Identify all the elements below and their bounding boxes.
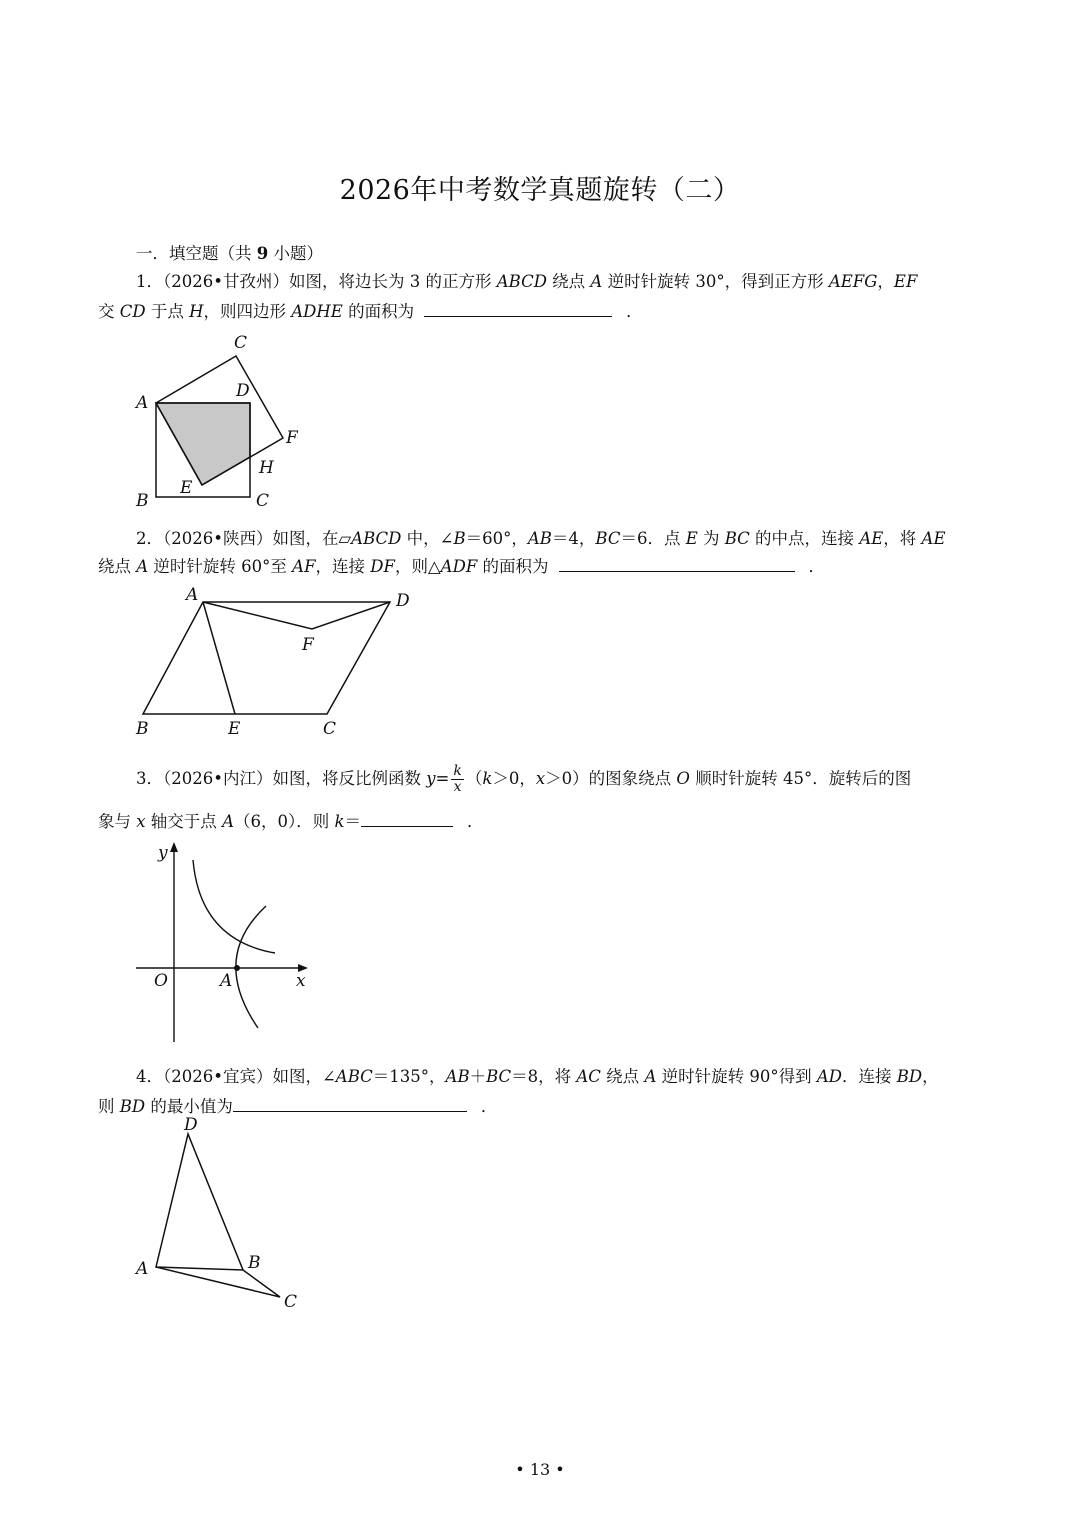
q3-fraction: $\frac{k}{x}$	[453, 763, 462, 795]
q2-label-a: A	[186, 585, 199, 605]
page-title: 2026年中考数学真题旋转（二）	[339, 175, 741, 206]
q1-label-b: B	[136, 491, 149, 511]
q3-y-arrow	[170, 842, 178, 852]
q2-label-e: E	[228, 719, 241, 739]
q2-label-b: B	[136, 719, 149, 739]
q4-line-2: 则 BD 的最小值为 ．	[98, 1097, 498, 1116]
q2-label-f: F	[302, 635, 314, 655]
q4-triangle-adb	[156, 1134, 243, 1270]
q3-rotated-curve	[236, 906, 266, 1028]
q1-line-1: 1．（2026•甘孜州）如图，将边长为 3 的正方形 ABCD 绕点 A 逆时针旋转 30°，得到正方形 AEFG，EF	[136, 272, 918, 291]
q4-label-a: A	[136, 1259, 149, 1279]
q2-line-1: 2．（2026•陕西）如图，在▱ABCD 中，∠B＝60°，AB＝4，BC＝6．点 E 为 BC 的中点，连接 AE，将 AE	[136, 529, 946, 548]
q3-line-1: 3．（2026•内江）如图，将反比例函数 y= $\frac{k}{x}$ （k＞0，x＞0）的图象绕点 O 顺时针旋转 45°．旋转后的图	[136, 763, 912, 795]
q1-shaded-region	[156, 403, 250, 485]
q3-label-y: y	[158, 843, 168, 863]
q3-line-2: 象与 x 轴交于点 A（6，0）．则 k＝ ．	[98, 812, 484, 831]
q4-answer-blank[interactable]	[233, 1097, 467, 1112]
q4-label-d: D	[184, 1115, 198, 1135]
section-heading: 一．填空题（共 9 小题）	[136, 244, 323, 263]
q2-label-d: D	[396, 591, 410, 611]
q3-answer-blank[interactable]	[361, 812, 453, 827]
q2-line-2: 绕点 A 逆时针旋转 60°至 AF，连接 DF，则△ADF 的面积为 ．	[98, 557, 826, 576]
q2-answer-blank[interactable]	[559, 557, 795, 572]
q2-parallelogram	[143, 602, 390, 714]
q1-label-c-top: C	[234, 333, 248, 353]
page-number: • 13 •	[515, 1460, 565, 1479]
q3-label-x: x	[296, 971, 306, 991]
q1-label-e: E	[180, 478, 193, 498]
q4-label-c: C	[284, 1292, 298, 1312]
q1-label-h: H	[259, 458, 274, 478]
q4-segments-ac-bc	[156, 1267, 280, 1297]
q1-line-2: 交 CD 于点 H，则四边形 ADHE 的面积为 ．	[98, 302, 643, 321]
q4-line-1: 4．（2026•宜宾）如图，∠ABC＝135°，AB＋BC＝8，将 AC 绕点 A 逆时针旋转 90°得到 AD．连接 BD，	[136, 1067, 939, 1086]
q3-original-curve	[193, 860, 275, 953]
q1-label-c-bottom: C	[256, 491, 270, 511]
q3-point-a	[234, 965, 240, 971]
q1-figure	[126, 328, 316, 513]
q2-segments-af-fd	[203, 602, 390, 629]
q4-figure	[130, 1112, 310, 1317]
q1-label-f: F	[286, 428, 298, 448]
q1-label-a: A	[136, 393, 149, 413]
q1-answer-blank[interactable]	[424, 302, 612, 317]
q4-label-b: B	[248, 1253, 261, 1273]
q2-figure	[130, 582, 420, 742]
q2-segment-ae	[203, 602, 235, 714]
q3-figure	[130, 838, 320, 1048]
q3-label-o: O	[154, 971, 168, 991]
q3-label-a: A	[220, 971, 233, 991]
q2-label-c: C	[323, 719, 337, 739]
q1-label-d: D	[236, 381, 250, 401]
